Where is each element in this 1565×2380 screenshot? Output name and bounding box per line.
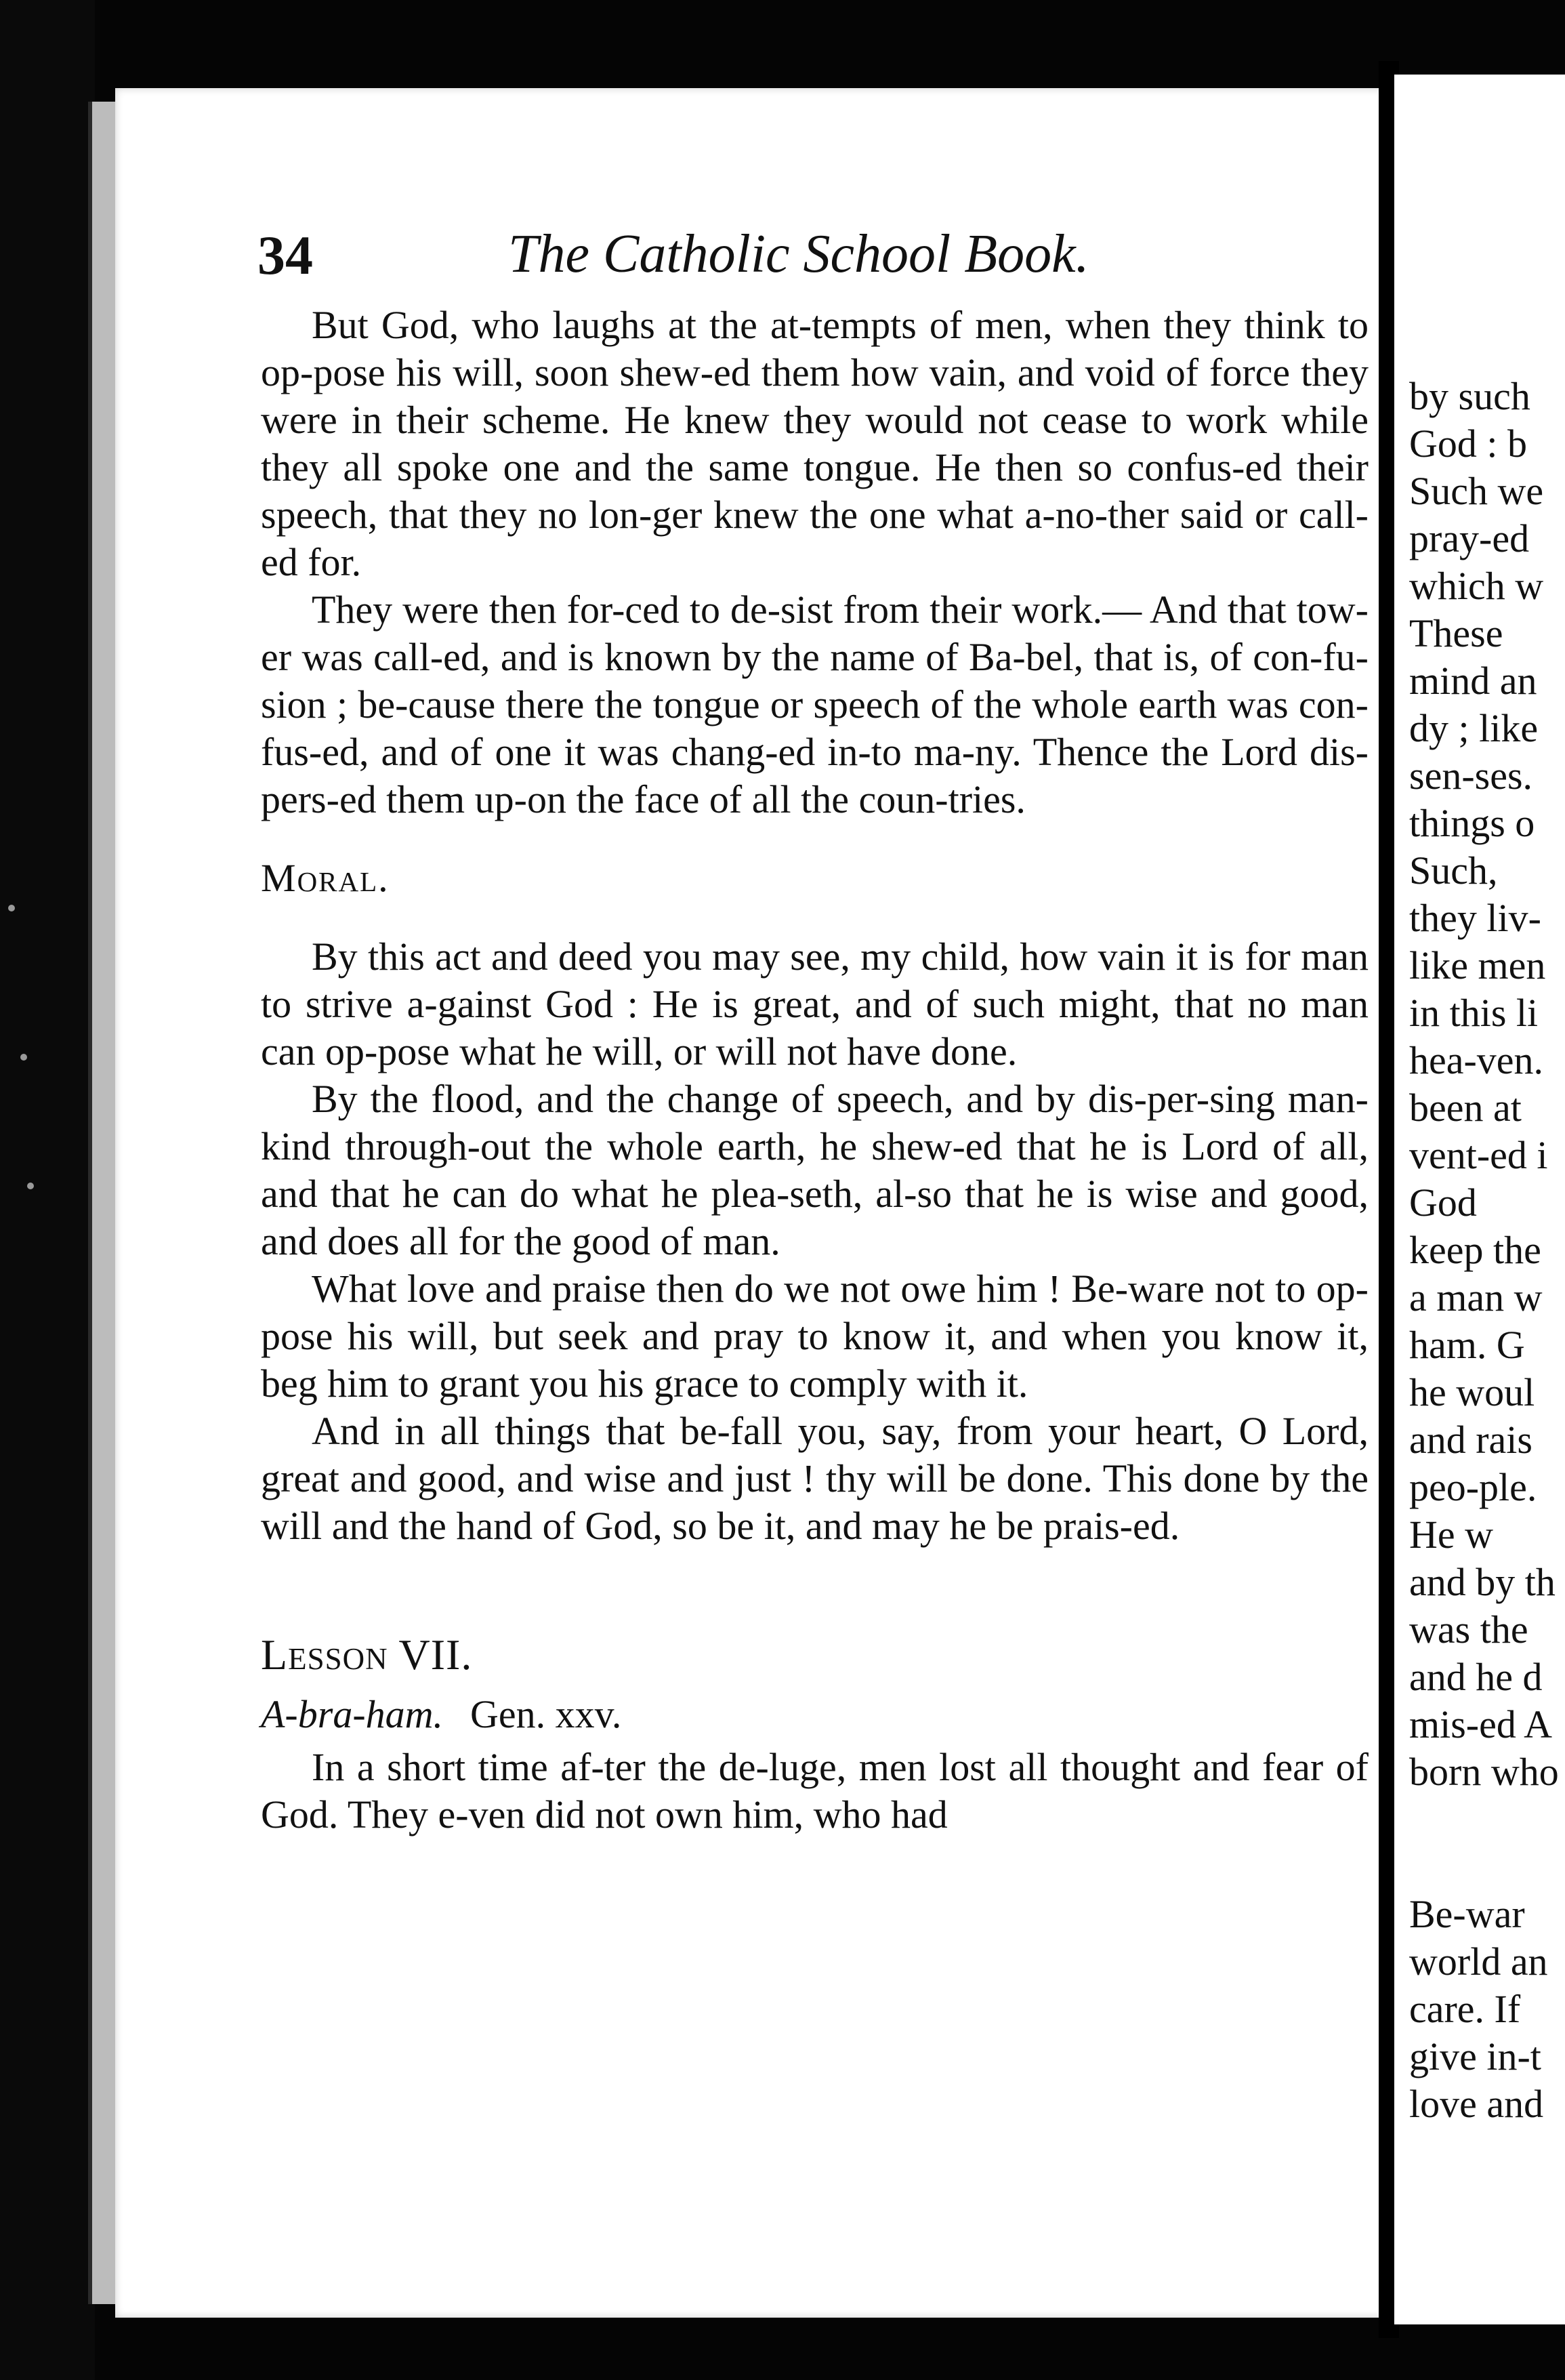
facing-line: He w [1409,1513,1494,1557]
facing-line: world an [1409,1940,1548,1984]
facing-line-gap [1409,1796,1565,1891]
facing-line: in this li [1409,991,1539,1035]
facing-line: dy ; like [1409,706,1539,750]
facing-line: Such, [1409,848,1498,893]
facing-line: God [1409,1181,1477,1225]
moral-heading: Moral. [261,856,390,900]
running-title: The Catholic School Book. [508,224,1089,284]
moral-paragraph: By the flood, and the change of speech, and by dis-per-sing man-kind through-out the whole earth, he shew-ed that he is Lord of all, and that he can do what he plea-seth, al-so that he is wise and good, and does all for the good of man. [261,1077,1369,1263]
facing-line: he woul [1409,1370,1535,1414]
paragraph: But God, who laughs at the at-tempts of men, when they think to op-pose his will, soon shew-ed them how vain, and void of force they were in their scheme. He knew they would not cease to work while they all spoke one and the same tongue. He then so confus-ed their speech, that they no lon-ger knew the one what a-no-ther said or call-ed for. [261,303,1369,584]
facing-line: vent-ed i [1409,1133,1548,1177]
lesson-paragraph: In a short time af-ter the de-luge, men lost all thought and fear of God. They e-ven did not own him, who had [261,1745,1369,1837]
facing-line: pray-ed [1409,516,1530,560]
facing-line: ham. G [1409,1323,1525,1367]
paragraph: They were then for-ced to de-sist from their work.— And that tow-er was call-ed, and is known by the name of Ba-bel, that is, of con-fu-sion ; be-cause there the tongue or speech of the whole earth was con-fus-ed, and of one it was chang-ed in-to ma-ny. Thence the Lord dis-pers-ed them up-on the face of all the coun-tries. [261,588,1369,821]
facing-line: God : b [1409,422,1527,466]
facing-line: mis-ed A [1409,1702,1553,1746]
facing-line: like men [1409,943,1546,987]
facing-line: love and [1409,2082,1544,2126]
facing-line: give in-t [1409,2034,1541,2078]
facing-line: care. If [1409,1987,1521,2031]
facing-line: sen-ses. [1409,754,1533,798]
page-number: 34 [257,224,313,286]
facing-line: keep the [1409,1228,1541,1272]
lesson-reference: Gen. xxv. [470,1692,622,1736]
facing-line: mind an [1409,659,1537,703]
moral-paragraph: And in all things that be-fall you, say, from your heart, O Lord, great and good, and wise and just ! thy will be done. This done by the will and the hand of God, so be it, and may he be prais-ed. [261,1409,1369,1548]
facing-line: Be-war [1409,1892,1525,1936]
facing-line: Such we [1409,469,1544,513]
scan-speck [27,1183,34,1189]
facing-page-text [1409,373,1565,2128]
facing-page [1394,75,1565,2324]
facing-line: hea-ven. [1409,1038,1544,1082]
facing-line: things o [1409,801,1535,845]
page-body [261,302,1369,1839]
scan-speck [8,905,15,911]
scan-border-left [0,0,95,2380]
facing-line: and he d [1409,1655,1543,1699]
moral-paragraph: By this act and deed you may see, my child, how vain it is for man to strive a-gainst God : He is great, and of such might, that no man can op-pose what he will, or will not have done. [261,935,1369,1073]
facing-line: they liv- [1409,896,1541,940]
page-header [257,224,1206,298]
lesson-subheading [261,1691,1369,1738]
facing-line: These [1409,611,1503,655]
facing-line: a man w [1409,1275,1543,1319]
facing-line: was the [1409,1607,1528,1651]
facing-line: been at [1409,1086,1522,1130]
facing-line: peo-ple. [1409,1465,1537,1509]
facing-line: which w [1409,564,1544,608]
facing-line: by such [1409,374,1530,418]
facing-line: and by th [1409,1560,1556,1604]
facing-line: born who [1409,1750,1559,1794]
moral-paragraph: What love and praise then do we not owe him ! Be-ware not to op-pose his will, but seek and pray to know it, and when you know it, beg him to grant you his grace to comply with it. [261,1267,1369,1406]
facing-line: and rais [1409,1418,1532,1462]
lesson-heading: Lesson VII. [261,1630,473,1679]
scan-speck [20,1054,27,1061]
lesson-subject: A-bra-ham. [261,1692,444,1736]
